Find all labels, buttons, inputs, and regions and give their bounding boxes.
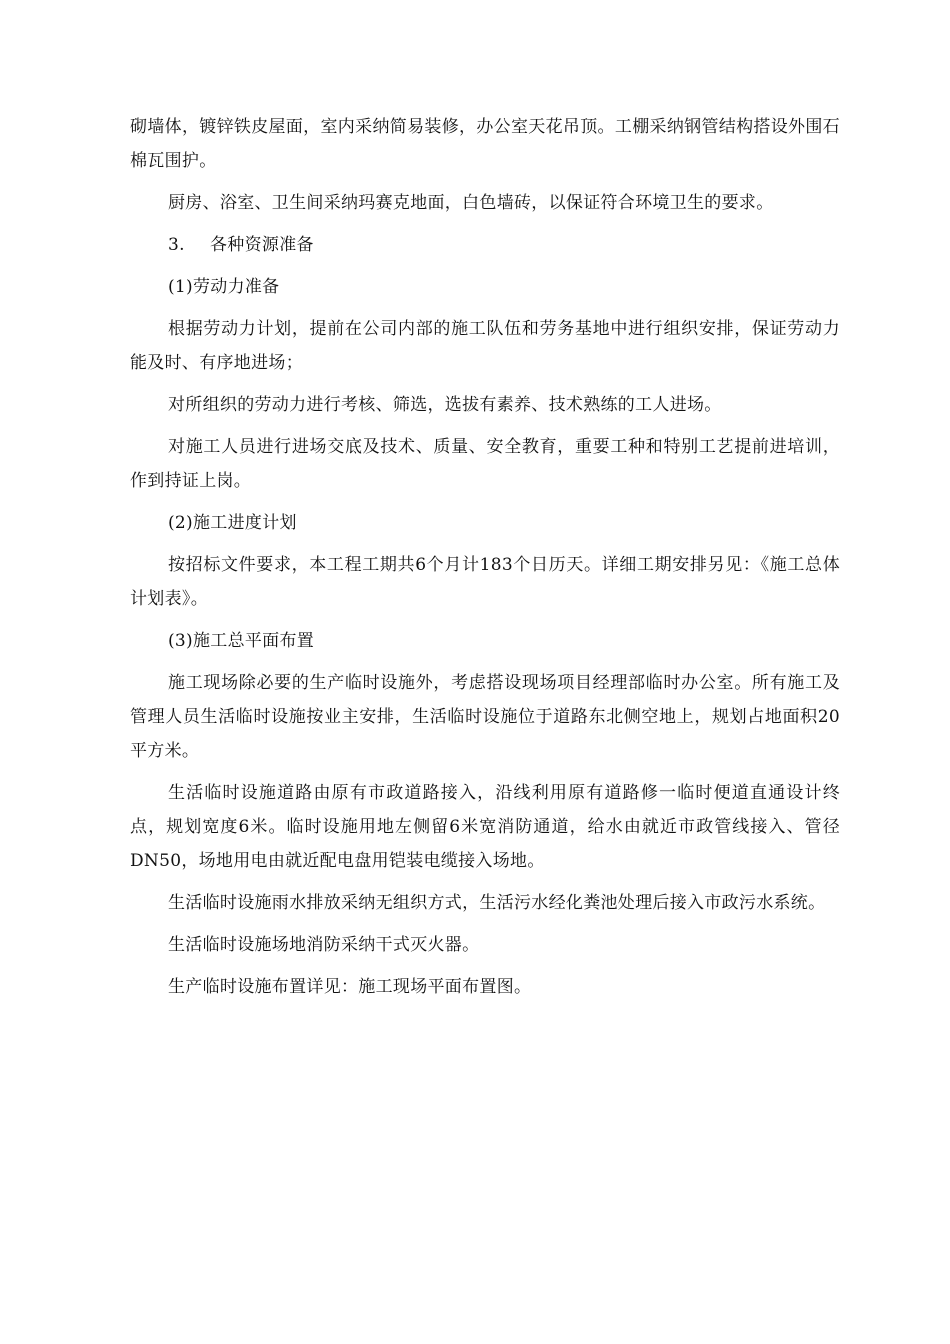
paragraph-kitchen-bathroom: 厨房、浴室、卫生间采纳玛赛克地面，白色墙砖，以保证符合环境卫生的要求。	[168, 193, 774, 213]
section-number: 3.	[168, 235, 185, 255]
paragraph-drainage: 生活临时设施雨水排放采纳无组织方式，生活污水经化粪池处理后接入市政污水系统。	[168, 893, 826, 913]
paragraph-fire-protection: 生活临时设施场地消防采纳干式灭火器。	[168, 935, 480, 955]
paragraph-schedule: 按招标文件要求，本工程工期共6个月计183个日历天。详细工期安排另见：《施工总体计划表》。	[130, 555, 840, 609]
paragraph-labor-screening: 对所组织的劳动力进行考核、筛选，选拔有素养、技术熟练的工人进场。	[168, 395, 722, 415]
document-body	[130, 110, 840, 1012]
section-heading-resources	[130, 228, 840, 262]
paragraph-roads-utilities: 生活临时设施道路由原有市政道路接入，沿线利用原有道路修一临时便道直通设计终点，规划宽度6米。临时设施用地左侧留6米宽消防通道，给水由就近市政管线接入、管径DN50，场地用电由就近配电盘用铠装电缆接入场地。	[130, 783, 840, 871]
subheading-site-layout: (3)施工总平面布置	[168, 631, 315, 651]
paragraph-building-materials: 砌墙体，镀锌铁皮屋面，室内采纳简易装修，办公室天花吊顶。工棚采纳钢管结构搭设外围石棉瓦围护。	[130, 117, 840, 171]
paragraph-layout-reference: 生产临时设施布置详见：施工现场平面布置图。	[168, 977, 532, 997]
paragraph-temporary-facilities: 施工现场除必要的生产临时设施外，考虑搭设现场项目经理部临时办公室。所有施工及管理人员生活临时设施按业主安排，生活临时设施位于道路东北侧空地上，规划占地面积20平方米。	[130, 673, 840, 761]
section-title: 各种资源准备	[210, 235, 314, 255]
paragraph-labor-plan: 根据劳动力计划，提前在公司内部的施工队伍和劳务基地中进行组织安排，保证劳动力能及时、有序地进场；	[130, 319, 840, 373]
subheading-labor: (1)劳动力准备	[168, 277, 280, 297]
paragraph-worker-training: 对施工人员进行进场交底及技术、质量、安全教育，重要工种和特别工艺提前进培训，作到持证上岗。	[130, 437, 840, 491]
subheading-schedule: (2)施工进度计划	[168, 513, 297, 533]
